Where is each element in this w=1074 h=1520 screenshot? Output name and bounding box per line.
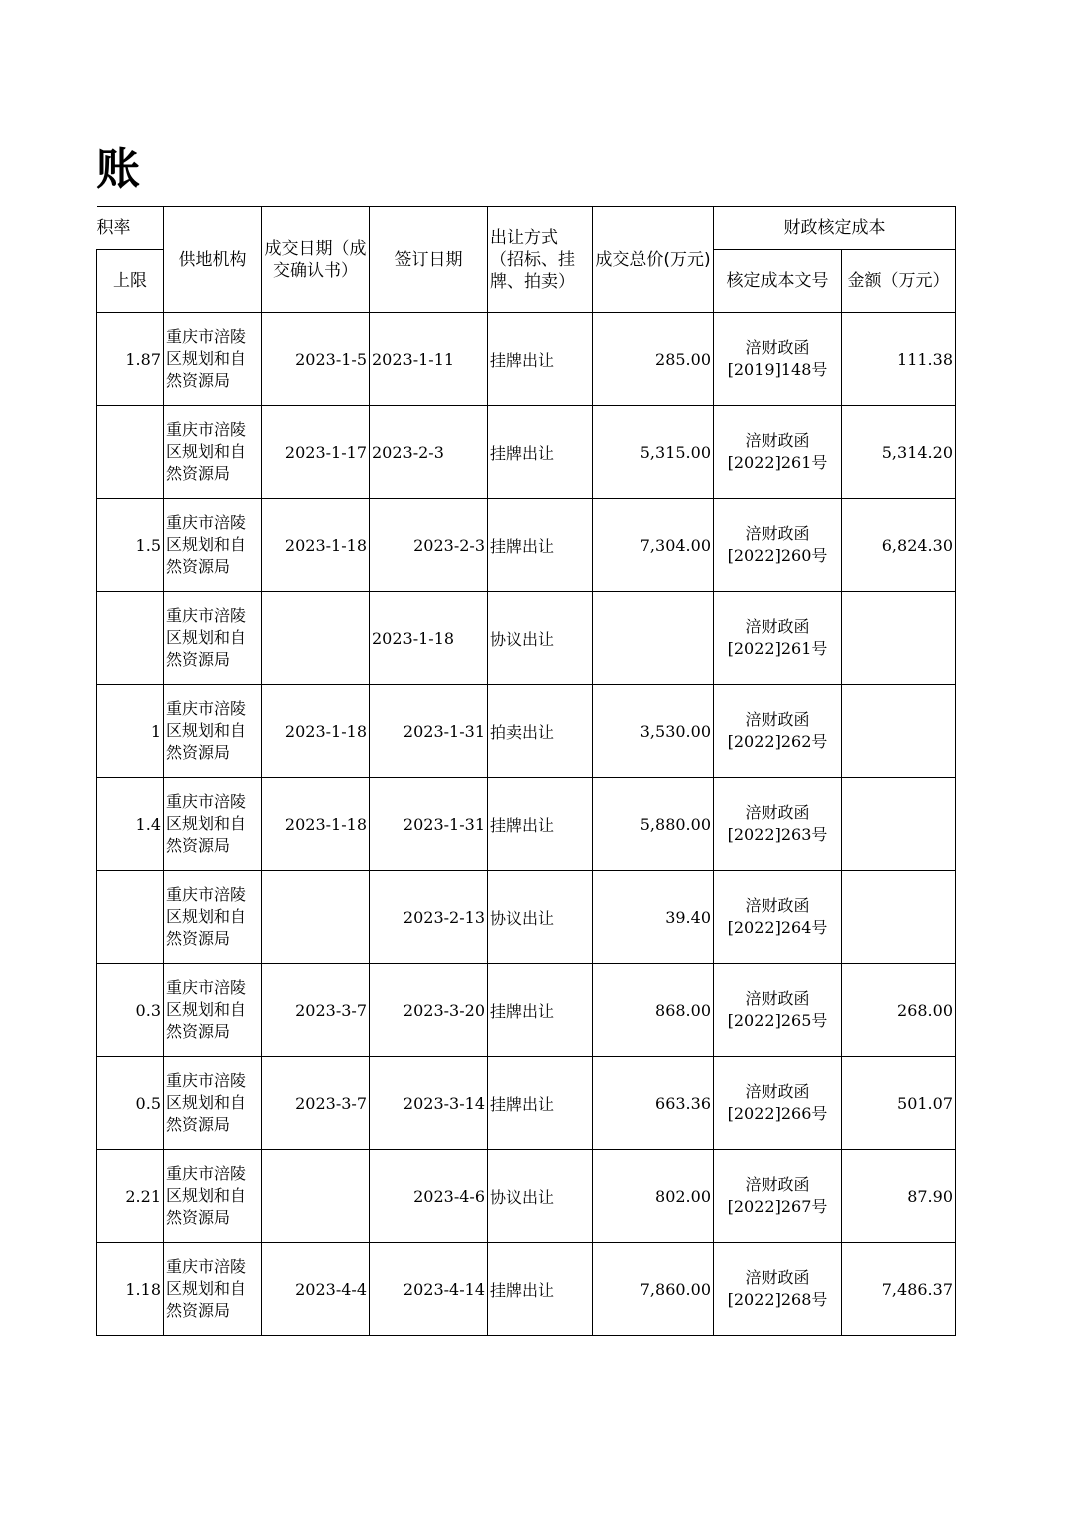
table-row (97, 1057, 956, 1150)
amount-cell (842, 592, 956, 685)
doc-no-line1: 涪财政函 (745, 524, 810, 543)
upper-limit-cell (97, 406, 164, 499)
page-title: 账 (96, 144, 140, 195)
amount-cell (842, 685, 956, 778)
header-doc-no: 核定成本文号 (714, 250, 842, 313)
doc-no-line1: 涪财政函 (745, 1082, 810, 1101)
doc-no-cell (714, 406, 842, 499)
deal-date-cell: 2023-1-18 (262, 499, 370, 592)
upper-limit-cell: 2.21 (97, 1150, 164, 1243)
amount-cell: 6,824.30 (842, 499, 956, 592)
upper-limit-cell: 1.18 (97, 1243, 164, 1336)
total-price-cell: 5,880.00 (593, 778, 714, 871)
upper-limit-cell (97, 871, 164, 964)
doc-no-line1: 涪财政函 (745, 617, 810, 636)
doc-no-cell (714, 778, 842, 871)
doc-no-cell (714, 1150, 842, 1243)
deal-date-cell (262, 592, 370, 685)
total-price-cell: 39.40 (593, 871, 714, 964)
doc-no-line2: [2022]260号 (727, 546, 828, 565)
deal-date-cell (262, 871, 370, 964)
sign-date-cell: 2023-3-20 (370, 964, 488, 1057)
sign-date-cell: 2023-4-14 (370, 1243, 488, 1336)
total-price-cell (593, 592, 714, 685)
total-price-cell: 5,315.00 (593, 406, 714, 499)
agency-cell: 重庆市涪陵区规划和自然资源局 (164, 778, 262, 871)
header-finance-cost: 财政核定成本 (714, 207, 956, 250)
amount-cell: 111.38 (842, 313, 956, 406)
transfer-method-cell: 协议出让 (488, 1150, 593, 1243)
agency-cell: 重庆市涪陵区规划和自然资源局 (164, 313, 262, 406)
amount-cell: 5,314.20 (842, 406, 956, 499)
doc-no-cell (714, 871, 842, 964)
sign-date-cell: 2023-2-13 (370, 871, 488, 964)
upper-limit-cell: 0.3 (97, 964, 164, 1057)
doc-no-line1: 涪财政函 (745, 803, 810, 822)
transfer-method-cell: 挂牌出让 (488, 964, 593, 1057)
table-row (97, 964, 956, 1057)
table-row (97, 1243, 956, 1336)
sign-date-cell: 2023-2-3 (370, 406, 488, 499)
transfer-method-cell: 协议出让 (488, 592, 593, 685)
upper-limit-cell: 1.5 (97, 499, 164, 592)
header-agency: 供地机构 (164, 207, 262, 313)
table-row (97, 871, 956, 964)
header-sign-date: 签订日期 (370, 207, 488, 313)
deal-date-cell: 2023-3-7 (262, 1057, 370, 1150)
doc-no-line1: 涪财政函 (745, 989, 810, 1008)
sign-date-cell: 2023-3-14 (370, 1057, 488, 1150)
doc-no-line2: [2022]263号 (727, 825, 828, 844)
total-price-cell: 868.00 (593, 964, 714, 1057)
doc-no-line2: [2022]265号 (727, 1011, 828, 1030)
transfer-method-cell: 挂牌出让 (488, 1243, 593, 1336)
upper-limit-cell: 1 (97, 685, 164, 778)
doc-no-cell (714, 1057, 842, 1150)
transfer-method-cell: 挂牌出让 (488, 1057, 593, 1150)
table-row (97, 778, 956, 871)
upper-limit-cell: 1.87 (97, 313, 164, 406)
amount-cell: 501.07 (842, 1057, 956, 1150)
agency-cell: 重庆市涪陵区规划和自然资源局 (164, 1057, 262, 1150)
amount-cell: 87.90 (842, 1150, 956, 1243)
transfer-method-cell: 协议出让 (488, 871, 593, 964)
header-upper-limit: 上限 (97, 250, 164, 313)
doc-no-line1: 涪财政函 (745, 896, 810, 915)
amount-cell (842, 871, 956, 964)
land-transfer-table (96, 206, 956, 1336)
doc-no-cell (714, 964, 842, 1057)
total-price-cell: 7,304.00 (593, 499, 714, 592)
deal-date-cell: 2023-1-5 (262, 313, 370, 406)
upper-limit-cell: 0.5 (97, 1057, 164, 1150)
doc-no-line1: 涪财政函 (745, 710, 810, 729)
doc-no-cell (714, 313, 842, 406)
agency-cell: 重庆市涪陵区规划和自然资源局 (164, 1150, 262, 1243)
transfer-method-cell: 挂牌出让 (488, 313, 593, 406)
deal-date-cell: 2023-4-4 (262, 1243, 370, 1336)
sign-date-cell: 2023-1-11 (370, 313, 488, 406)
header-transfer-method: 出让方式（招标、挂牌、拍卖） (488, 207, 593, 313)
doc-no-cell (714, 499, 842, 592)
deal-date-cell (262, 1150, 370, 1243)
agency-cell: 重庆市涪陵区规划和自然资源局 (164, 964, 262, 1057)
doc-no-line2: [2022]262号 (727, 732, 828, 751)
upper-limit-cell (97, 592, 164, 685)
doc-no-line2: [2022]261号 (727, 639, 828, 658)
amount-cell: 7,486.37 (842, 1243, 956, 1336)
amount-cell: 268.00 (842, 964, 956, 1057)
agency-cell: 重庆市涪陵区规划和自然资源局 (164, 1243, 262, 1336)
table-row (97, 685, 956, 778)
table-row (97, 313, 956, 406)
sign-date-cell: 2023-4-6 (370, 1150, 488, 1243)
agency-cell: 重庆市涪陵区规划和自然资源局 (164, 499, 262, 592)
total-price-cell: 663.36 (593, 1057, 714, 1150)
agency-cell: 重庆市涪陵区规划和自然资源局 (164, 406, 262, 499)
deal-date-cell: 2023-1-17 (262, 406, 370, 499)
upper-limit-cell: 1.4 (97, 778, 164, 871)
transfer-method-cell: 挂牌出让 (488, 499, 593, 592)
doc-no-cell (714, 685, 842, 778)
sign-date-cell: 2023-2-3 (370, 499, 488, 592)
doc-no-line1: 涪财政函 (745, 1175, 810, 1194)
header-amount: 金额（万元） (842, 250, 956, 313)
table-row (97, 406, 956, 499)
doc-no-line2: [2022]264号 (727, 918, 828, 937)
doc-no-line2: [2019]148号 (727, 360, 828, 379)
ledger-body (97, 313, 956, 1336)
sign-date-cell: 2023-1-31 (370, 685, 488, 778)
doc-no-line2: [2022]266号 (727, 1104, 828, 1123)
agency-cell: 重庆市涪陵区规划和自然资源局 (164, 871, 262, 964)
doc-no-line2: [2022]261号 (727, 453, 828, 472)
doc-no-line2: [2022]268号 (727, 1290, 828, 1309)
doc-no-line2: [2022]267号 (727, 1197, 828, 1216)
sign-date-cell: 2023-1-31 (370, 778, 488, 871)
doc-no-line1: 涪财政函 (745, 338, 810, 357)
total-price-cell: 285.00 (593, 313, 714, 406)
total-price-cell: 3,530.00 (593, 685, 714, 778)
deal-date-cell: 2023-1-18 (262, 685, 370, 778)
transfer-method-cell: 挂牌出让 (488, 778, 593, 871)
sign-date-cell: 2023-1-18 (370, 592, 488, 685)
transfer-method-cell: 挂牌出让 (488, 406, 593, 499)
transfer-method-cell: 拍卖出让 (488, 685, 593, 778)
doc-no-line1: 涪财政函 (745, 1268, 810, 1287)
deal-date-cell: 2023-1-18 (262, 778, 370, 871)
header-deal-date: 成交日期（成交确认书） (262, 207, 370, 313)
total-price-cell: 7,860.00 (593, 1243, 714, 1336)
doc-no-cell (714, 592, 842, 685)
deal-date-cell: 2023-3-7 (262, 964, 370, 1057)
header-total-price: 成交总价(万元) (593, 207, 714, 313)
amount-cell (842, 778, 956, 871)
doc-no-line1: 涪财政函 (745, 431, 810, 450)
agency-cell: 重庆市涪陵区规划和自然资源局 (164, 685, 262, 778)
header-plot-ratio: 积率 (97, 207, 164, 250)
table-row (97, 499, 956, 592)
table-row (97, 1150, 956, 1243)
doc-no-cell (714, 1243, 842, 1336)
agency-cell: 重庆市涪陵区规划和自然资源局 (164, 592, 262, 685)
table-row (97, 592, 956, 685)
total-price-cell: 802.00 (593, 1150, 714, 1243)
